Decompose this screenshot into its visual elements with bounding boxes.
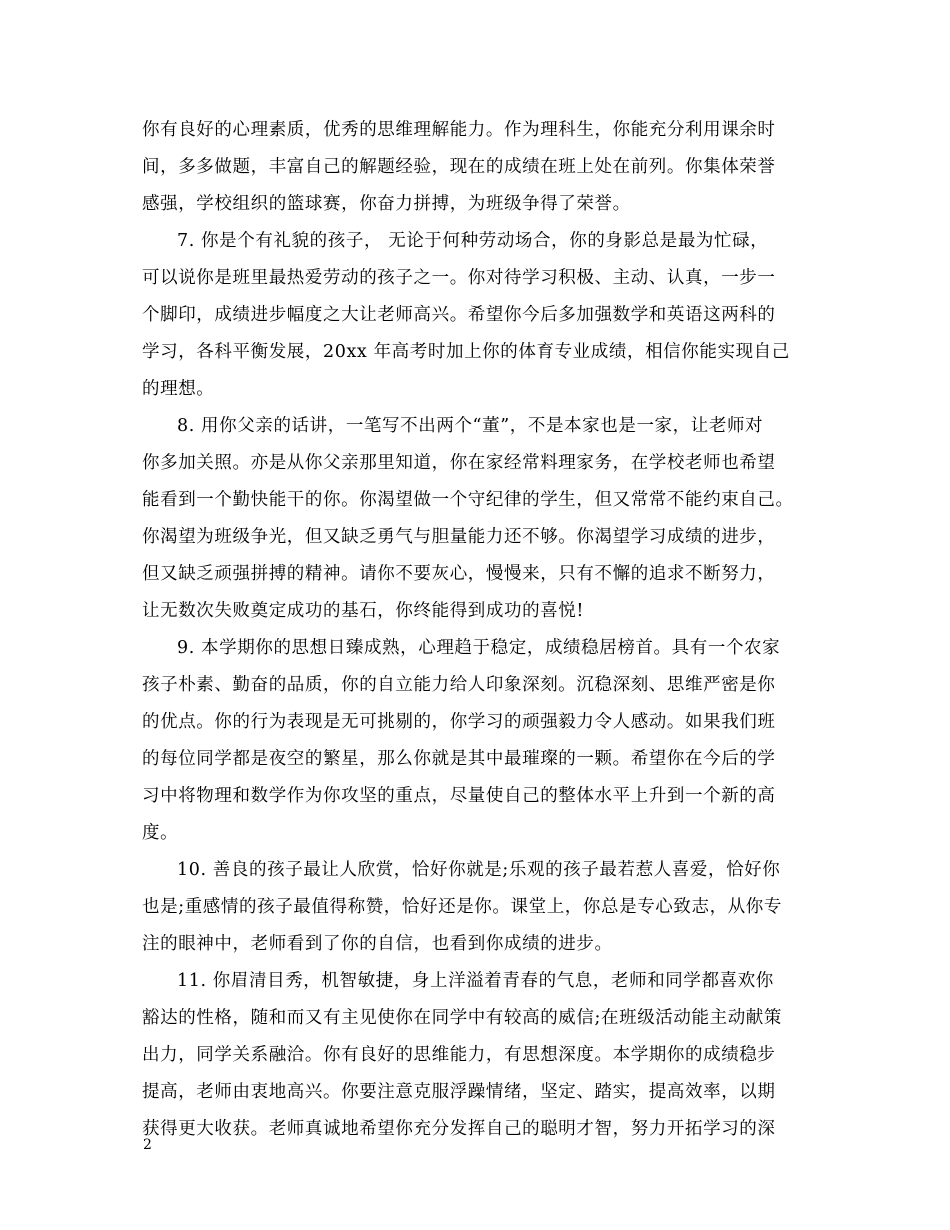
text-line: 的每位同学都是夜空的繁星，那么你就是其中最璀璨的一颗。希望你在今后的学 <box>142 749 776 769</box>
text-line: 可以说你是班里最热爱劳动的孩子之一。你对待学习积极、主动、认真，一步一 <box>142 268 776 288</box>
text-line: 豁达的性格，随和而又有主见使你在同学中有较高的威信;在班级活动能主动献策 <box>142 1008 782 1028</box>
text-line: 注的眼神中，老师看到了你的自信，也看到你成绩的进步。 <box>142 934 613 954</box>
text-line: 你有良好的心理素质，优秀的思维理解能力。作为理科生，你能充分利用课余时 <box>142 120 776 140</box>
paragraph-start-9: 9. 本学期你的思想日臻成熟，心理趋于稳定，成绩稳居榜首。具有一个农家 <box>177 638 781 658</box>
text-line: 提高，老师由衷地高兴。你要注意克服浮躁情绪，坚定、踏实，提高效率，以期 <box>142 1082 776 1102</box>
text-line: 你多加关照。亦是从你父亲那里知道，你在家经常料理家务，在学校老师也希望 <box>142 453 776 473</box>
text-line: 感强，学校组织的篮球赛，你奋力拼搏，为班级争得了荣誉。 <box>142 194 631 214</box>
text-line: 出力，同学关系融洽。你有良好的思维能力，有思想深度。本学期你的成绩稳步 <box>142 1045 776 1065</box>
text-line: 习中将物理和数学作为你攻坚的重点，尽量使自己的整体水平上升到一个新的高 <box>142 786 776 806</box>
text-line: 也是;重感情的孩子最值得称赞，恰好还是你。课堂上，你总是专心致志，从你专 <box>142 897 782 917</box>
text-line: 间，多多做题，丰富自己的解题经验，现在的成绩在班上处在前列。你集体荣誉 <box>142 157 776 177</box>
text-line: 孩子朴素、勤奋的品质，你的自立能力给人印象深刻。沉稳深刻、思维严密是你 <box>142 675 776 695</box>
paragraph-start-8: 8. 用你父亲的话讲，一笔写不出两个“董”，不是本家也是一家，让老师对 <box>177 416 764 436</box>
paragraph-start-10: 10. 善良的孩子最让人欣赏，恰好你就是;乐观的孩子最若惹人喜爱，恰好你 <box>177 860 781 880</box>
text-line: 学习，各科平衡发展，20xx 年高考时加上你的体育专业成绩，相信你能实现自己 <box>142 342 790 362</box>
text-line: 获得更大收获。老师真诚地希望你充分发挥自己的聪明才智，努力开拓学习的深 <box>142 1119 776 1139</box>
text-line: 的优点。你的行为表现是无可挑剔的，你学习的顽强毅力令人感动。如果我们班 <box>142 712 776 732</box>
text-line: 你渴望为班级争光，但又缺乏勇气与胆量能力还不够。你渴望学习成绩的进步， <box>142 527 776 547</box>
text-line: 让无数次失败奠定成功的基石，你终能得到成功的喜悦! <box>142 601 585 621</box>
text-line: 度。 <box>142 823 179 843</box>
text-line: 的理想。 <box>142 379 215 399</box>
text-line: 个脚印，成绩进步幅度之大让老师高兴。希望你今后多加强数学和英语这两科的 <box>142 305 776 325</box>
paragraph-start-11: 11. 你眉清目秀，机智敏捷，身上洋溢着青春的气息，老师和同学都喜欢你 <box>177 971 774 991</box>
paragraph-start-7: 7. 你是个有礼貌的孩子， 无论于何种劳动场合，你的身影总是最为忙碌， <box>177 231 769 251</box>
text-line: 但又缺乏顽强拼搏的精神。请你不要灰心，慢慢来，只有不懈的追求不断努力， <box>142 564 776 584</box>
text-line: 能看到一个勤快能干的你。你渴望做一个守纪律的学生，但又常常不能约束自己。 <box>142 490 794 510</box>
page-number: 2 <box>143 1137 152 1153</box>
